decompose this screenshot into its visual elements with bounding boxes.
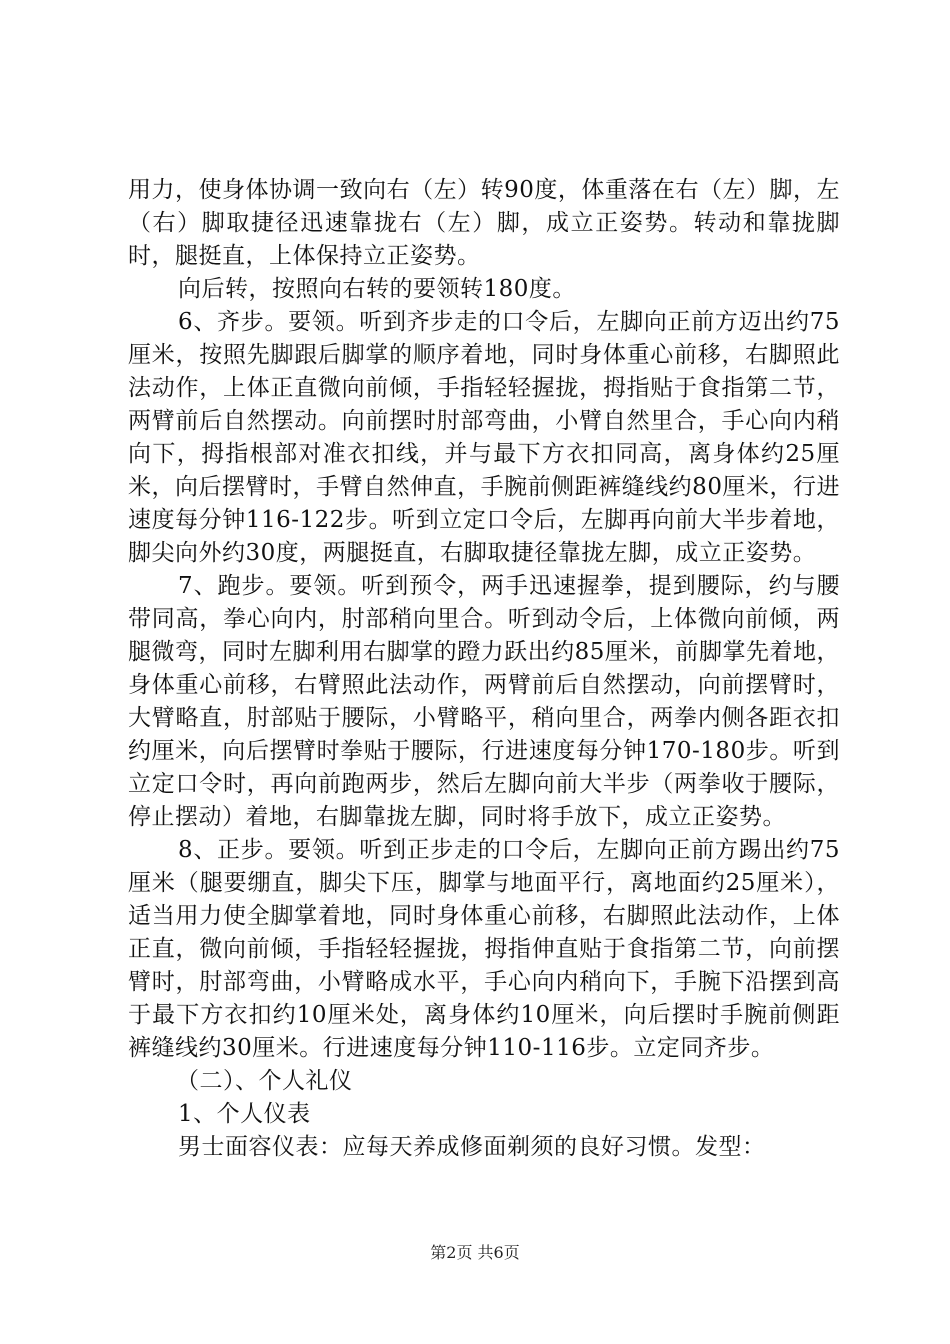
document-body bbox=[128, 174, 840, 1164]
page-number-footer: 第2页 共6页 bbox=[430, 1243, 520, 1262]
section-heading-personal-etiquette: （二）、个人礼仪 bbox=[176, 1068, 353, 1094]
subheading-personal-appearance: 1、个人仪表 bbox=[178, 1101, 311, 1127]
paragraph-parade-step: 8、正步。要领。听到正步走的口令后，左脚向正前方踢出约75厘米（腿要绷直，脚尖下压，脚掌与地面平行，离地面约25厘米），适当用力使全脚掌着地，同时身体重心前移，右脚照此法动作，上体正直，微向前倾，手指轻轻握拢，拇指伸直贴于食指第二节，向前摆臂时，肘部弯曲，小臂略成水平，手心向内稍向下，手腕下沿摆到高于最下方衣扣约10厘米处，离身体约10厘米，向后摆时手腕前侧距裤缝线约30厘米。行进速度每分钟110-116步。立定同齐步。 bbox=[128, 837, 840, 1061]
paragraph-double-time: 7、跑步。要领。听到预令，两手迅速握拳，提到腰际，约与腰带同高，拳心向内，肘部稍向里合。听到动令后，上体微向前倾，两腿微弯，同时左脚利用右脚掌的蹬力跃出约85厘米，前脚掌先着地，身体重心前移，右臂照此法动作，两臂前后自然摆动，向前摆臂时，大臂略直，肘部贴于腰际，小臂略平，稍向里合，两拳内侧各距衣扣约厘米，向后摆臂时拳贴于腰际，行进速度每分钟170-180步。听到立定口令时，再向前跑两步，然后左脚向前大半步（两拳收于腰际，停止摆动）着地，右脚靠拢左脚，同时将手放下，成立正姿势。 bbox=[128, 573, 840, 830]
paragraph-quick-march: 6、齐步。要领。听到齐步走的口令后，左脚向正前方迈出约75厘米，按照先脚跟后脚掌的顺序着地，同时身体重心前移，右脚照此法动作，上体正直微向前倾，手指轻轻握拢，拇指贴于食指第二节，两臂前后自然摆动。向前摆时肘部弯曲，小臂自然里合，手心向内稍向下，拇指根部对准衣扣线，并与最下方衣扣同高，离身体约25厘米，向后摆臂时，手臂自然伸直，手腕前侧距裤缝线约80厘米，行进速度每分钟116-122步。听到立定口令后，左脚再向前大半步着地，脚尖向外约30度，两腿挺直，右脚取捷径靠拢左脚，成立正姿势。 bbox=[128, 309, 840, 566]
paragraph-men-appearance: 男士面容仪表：应每天养成修面剃须的良好习惯。发型： bbox=[178, 1134, 766, 1160]
paragraph-about-face: 向后转，按照向右转的要领转180度。 bbox=[178, 276, 576, 302]
paragraph-continuation: 用力，使身体协调一致向右（左）转90度，体重落在右（左）脚，左（右）脚取捷径迅速靠拢右（左）脚，成立正姿势。转动和靠拢脚时，腿挺直，上体保持立正姿势。 bbox=[128, 177, 840, 269]
